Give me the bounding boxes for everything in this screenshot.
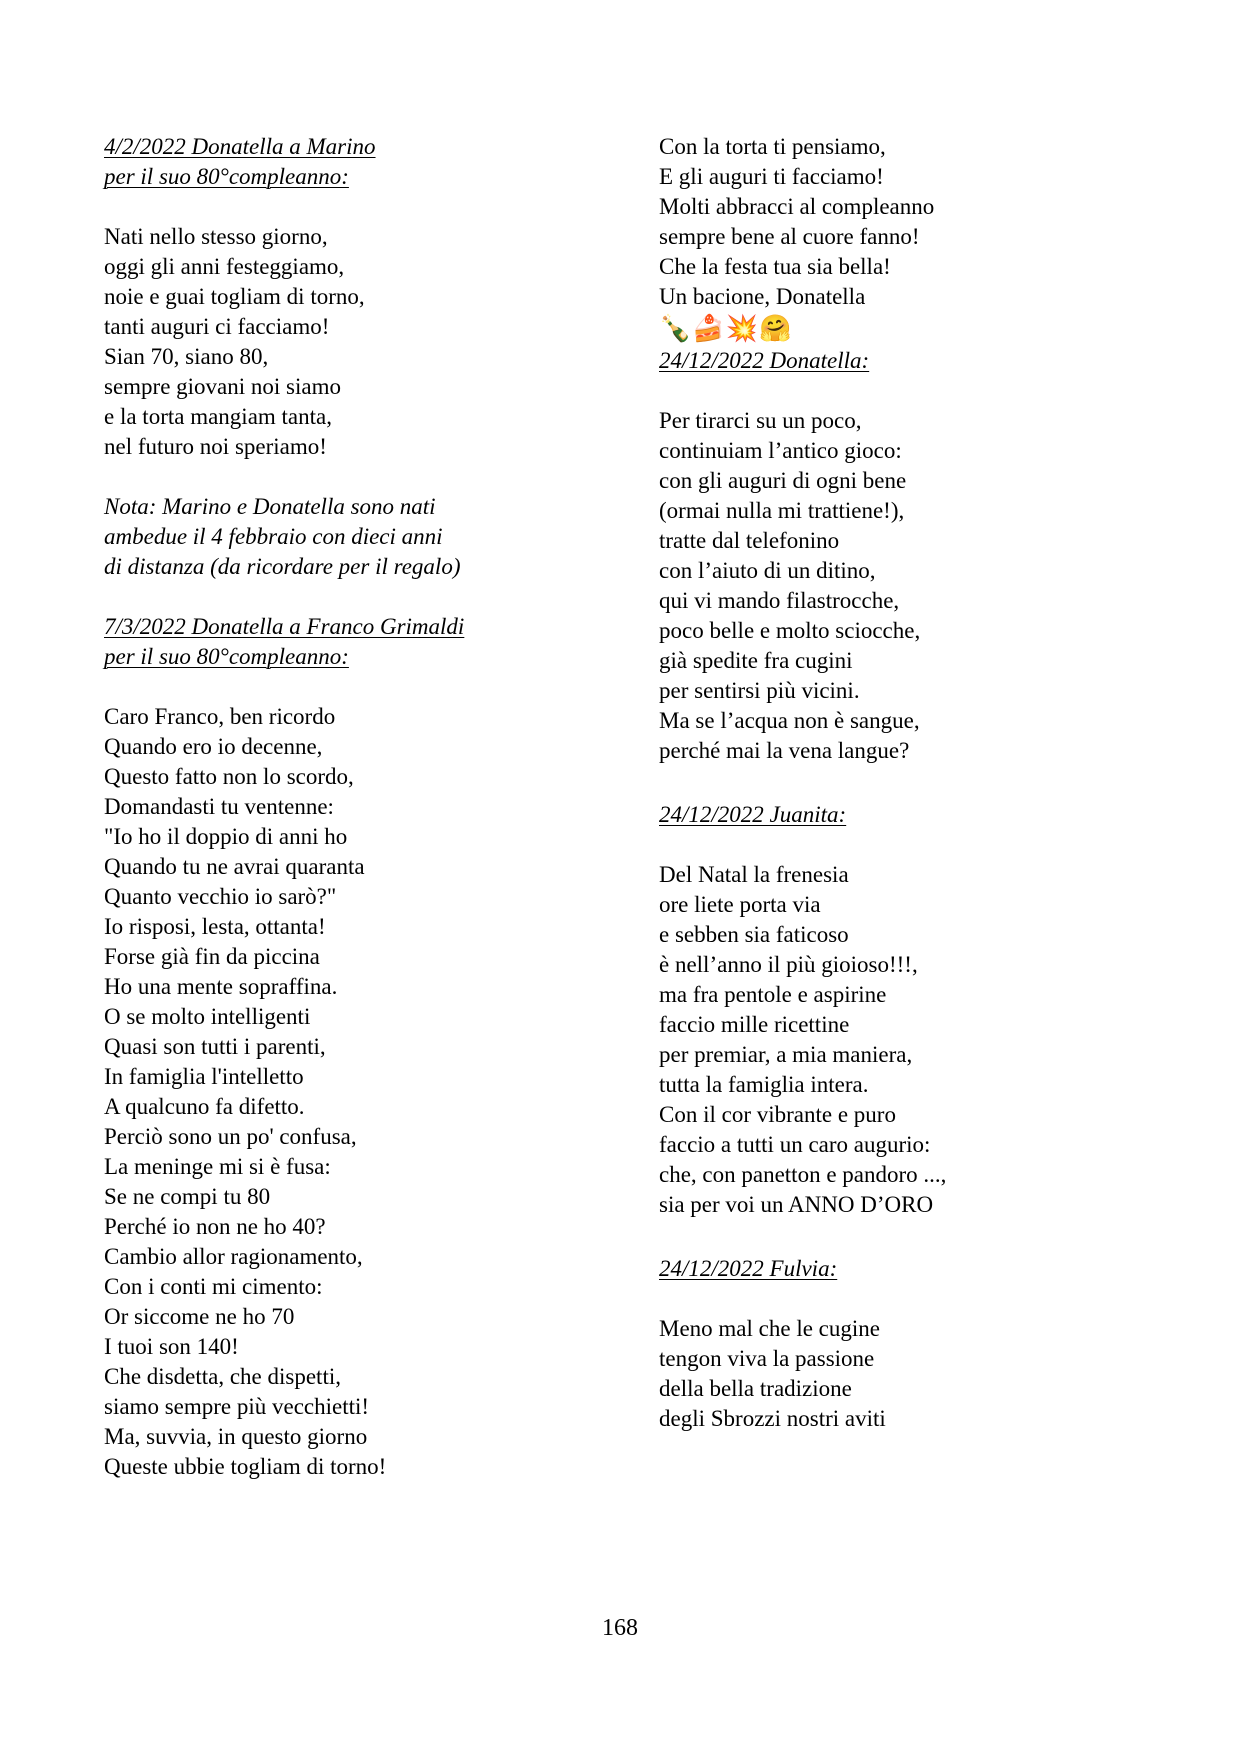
poem-donatella-2022 xyxy=(659,406,1136,766)
heading-line: per il suo 80°compleanno: xyxy=(104,164,349,189)
poem-line: La meninge mi si è fusa: xyxy=(104,1154,331,1179)
poem-line: A qualcuno fa difetto. xyxy=(104,1094,305,1119)
poem-line: per sentirsi più vicini. xyxy=(659,678,860,703)
poem-line: Quanto vecchio io sarò?" xyxy=(104,884,337,909)
spacer xyxy=(659,1284,1136,1314)
poem-line: Con il cor vibrante e puro xyxy=(659,1102,896,1127)
poem-fulvia xyxy=(659,1314,1136,1434)
poem-line: oggi gli anni festeggiamo, xyxy=(104,254,345,279)
poem-line: Io risposi, lesta, ottanta! xyxy=(104,914,326,939)
emoji-row: 🍾🍰💥🤗 xyxy=(659,314,793,344)
poem-line: degli Sbrozzi nostri aviti xyxy=(659,1406,886,1431)
poem-line: Un bacione, Donatella xyxy=(659,284,866,309)
poem-line: Forse già fin da piccina xyxy=(104,944,320,969)
poem-line: sempre giovani noi siamo xyxy=(104,374,341,399)
poem-line: Questo fatto non lo scordo, xyxy=(104,764,354,789)
spacer xyxy=(659,376,1136,406)
note-block xyxy=(104,492,581,582)
poem-line: qui vi mando filastrocche, xyxy=(659,588,900,613)
poem-line: Ma se l’acqua non è sangue, xyxy=(659,708,920,733)
poem-line: tengon viva la passione xyxy=(659,1346,875,1371)
entry-heading-donatella-marino xyxy=(104,132,581,192)
poem-line: Cambio allor ragionamento, xyxy=(104,1244,363,1269)
poem-line: Ma, suvvia, in questo giorno xyxy=(104,1424,368,1449)
poem-line: Quando ero io decenne, xyxy=(104,734,323,759)
poem-line: per premiar, a mia maniera, xyxy=(659,1042,913,1067)
poem-line: "Io ho il doppio di anni ho xyxy=(104,824,348,849)
poem-line: Perciò sono un po' confusa, xyxy=(104,1124,357,1149)
two-column-layout xyxy=(104,132,1136,1532)
poem-line: ma fra pentole e aspirine xyxy=(659,982,887,1007)
poem-donatella-marino xyxy=(104,222,581,462)
poem-line: Nati nello stesso giorno, xyxy=(104,224,328,249)
poem-line: I tuoi son 140! xyxy=(104,1334,239,1359)
poem-line: Che la festa tua sia bella! xyxy=(659,254,891,279)
poem-line: Meno mal che le cugine xyxy=(659,1316,880,1341)
heading-line: 4/2/2022 Donatella a Marino xyxy=(104,134,376,159)
poem-continuation-donatella xyxy=(659,132,1136,312)
spacer xyxy=(104,672,581,702)
left-column xyxy=(104,132,581,1482)
entry-heading-donatella-franco xyxy=(104,612,581,672)
poem-line: ore liete porta via xyxy=(659,892,821,917)
poem-line: che, con panetton e pandoro ..., xyxy=(659,1162,947,1187)
poem-line: tanti auguri ci facciamo! xyxy=(104,314,330,339)
spacer xyxy=(104,192,581,222)
spacer xyxy=(659,766,1136,800)
spacer xyxy=(104,462,581,492)
poem-line: Se ne compi tu 80 xyxy=(104,1184,271,1209)
heading-line: 24/12/2022 Fulvia: xyxy=(659,1256,838,1281)
poem-line: O se molto intelligenti xyxy=(104,1004,311,1029)
poem-line: Or siccome ne ho 70 xyxy=(104,1304,295,1329)
spacer xyxy=(659,1220,1136,1254)
poem-line: Sian 70, siano 80, xyxy=(104,344,269,369)
poem-line: con l’aiuto di un ditino, xyxy=(659,558,876,583)
heading-line: per il suo 80°compleanno: xyxy=(104,644,349,669)
entry-heading-donatella-2022 xyxy=(659,346,1136,376)
poem-line: Ho una mente sopraffina. xyxy=(104,974,338,999)
heading-line: 24/12/2022 Juanita: xyxy=(659,802,847,827)
note-line: ambedue il 4 febbraio con dieci anni xyxy=(104,524,443,549)
poem-line: perché mai la vena langue? xyxy=(659,738,910,763)
poem-line: sempre bene al cuore fanno! xyxy=(659,224,920,249)
poem-line: con gli auguri di ogni bene xyxy=(659,468,907,493)
poem-line: e sebben sia faticoso xyxy=(659,922,849,947)
poem-line: Che disdetta, che dispetti, xyxy=(104,1364,341,1389)
poem-line: e la torta mangiam tanta, xyxy=(104,404,332,429)
heading-line: 24/12/2022 Donatella: xyxy=(659,348,870,373)
poem-line: della bella tradizione xyxy=(659,1376,852,1401)
entry-heading-fulvia xyxy=(659,1254,1136,1284)
poem-line: Con i conti mi cimento: xyxy=(104,1274,323,1299)
poem-line: Queste ubbie togliam di torno! xyxy=(104,1454,387,1479)
poem-donatella-franco xyxy=(104,702,581,1482)
poem-line: tutta la famiglia intera. xyxy=(659,1072,869,1097)
poem-line: Quasi son tutti i parenti, xyxy=(104,1034,326,1059)
entry-heading-juanita xyxy=(659,800,1136,830)
poem-line: tratte dal telefonino xyxy=(659,528,840,553)
poem-line: faccio a tutti un caro augurio: xyxy=(659,1132,931,1157)
poem-line: Del Natal la frenesia xyxy=(659,862,849,887)
poem-line: continuiam l’antico gioco: xyxy=(659,438,902,463)
poem-line: Molti abbracci al compleanno xyxy=(659,194,935,219)
spacer xyxy=(659,830,1136,860)
poem-line: Con la torta ti pensiamo, xyxy=(659,134,886,159)
poem-line: Domandasti tu ventenne: xyxy=(104,794,334,819)
poem-line: nel futuro noi speriamo! xyxy=(104,434,327,459)
poem-line: (ormai nulla mi trattiene!), xyxy=(659,498,905,523)
poem-line: noie e guai togliam di torno, xyxy=(104,284,365,309)
poem-line: siamo sempre più vecchietti! xyxy=(104,1394,370,1419)
spacer xyxy=(104,582,581,612)
heading-line: 7/3/2022 Donatella a Franco Grimaldi xyxy=(104,614,465,639)
poem-line: poco belle e molto sciocche, xyxy=(659,618,921,643)
poem-line: è nell’anno il più gioioso!!!, xyxy=(659,952,918,977)
note-line: Nota: Marino e Donatella sono nati xyxy=(104,494,436,519)
poem-line: già spedite fra cugini xyxy=(659,648,853,673)
poem-line: Caro Franco, ben ricordo xyxy=(104,704,336,729)
poem-line: sia per voi un ANNO D’ORO xyxy=(659,1192,934,1217)
note-line: di distanza (da ricordare per il regalo) xyxy=(104,554,461,579)
poem-line: Per tirarci su un poco, xyxy=(659,408,862,433)
poem-line: In famiglia l'intelletto xyxy=(104,1064,304,1089)
page-number: 168 xyxy=(602,1615,638,1641)
poem-line: E gli auguri ti facciamo! xyxy=(659,164,884,189)
right-column xyxy=(659,132,1136,1434)
poem-juanita xyxy=(659,860,1136,1220)
poem-line: Quando tu ne avrai quaranta xyxy=(104,854,365,879)
poem-line: Perché io non ne ho 40? xyxy=(104,1214,326,1239)
poem-line: faccio mille ricettine xyxy=(659,1012,850,1037)
